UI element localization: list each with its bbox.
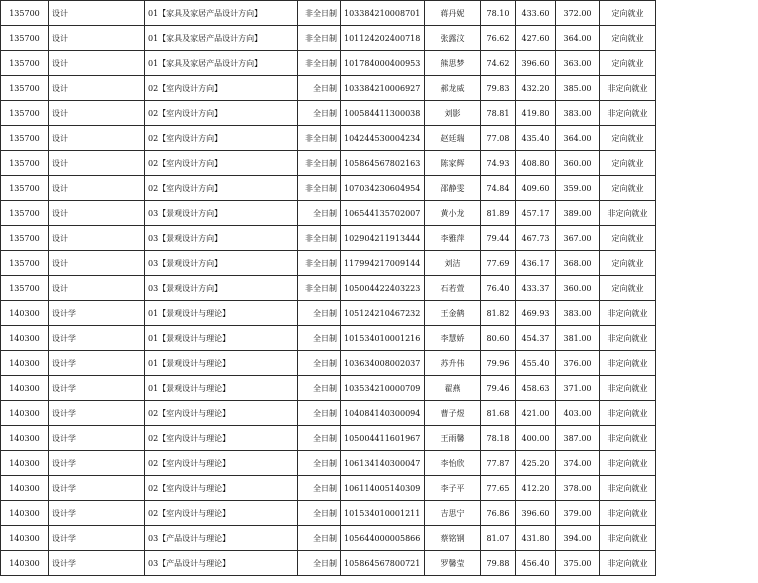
initial-score-cell: 387.00: [556, 426, 600, 451]
exam-id-cell: 103384210006927: [341, 76, 425, 101]
initial-score-cell: 360.00: [556, 151, 600, 176]
employment-type-cell: 定向就业: [600, 226, 656, 251]
study-mode-cell: 全日制: [298, 301, 341, 326]
name-cell: 李雅萍: [425, 226, 481, 251]
code-cell: 140300: [1, 326, 49, 351]
exam-id-cell: 105004422403223: [341, 276, 425, 301]
major-cell: 设计学: [49, 351, 145, 376]
name-cell: 翟燕: [425, 376, 481, 401]
exam-id-cell: 106544135702007: [341, 201, 425, 226]
name-cell: 罗馨莹: [425, 551, 481, 576]
employment-type-cell: 非定向就业: [600, 451, 656, 476]
empty-cell: [656, 426, 758, 451]
employment-type-cell: 定向就业: [600, 251, 656, 276]
direction-cell: 03【产品设计与理论】: [145, 526, 298, 551]
study-mode-cell: 全日制: [298, 426, 341, 451]
retest-score-cell: 77.65: [481, 476, 516, 501]
code-cell: 140300: [1, 526, 49, 551]
empty-cell: [656, 51, 758, 76]
empty-cell: [656, 401, 758, 426]
retest-score-cell: 76.62: [481, 26, 516, 51]
code-cell: 135700: [1, 126, 49, 151]
total-score-cell: 458.63: [516, 376, 556, 401]
table-row: [1, 401, 758, 426]
empty-cell: [656, 226, 758, 251]
study-mode-cell: 全日制: [298, 551, 341, 576]
initial-score-cell: 360.00: [556, 276, 600, 301]
major-cell: 设计: [49, 201, 145, 226]
empty-cell: [656, 451, 758, 476]
code-cell: 135700: [1, 26, 49, 51]
direction-cell: 02【室内设计与理论】: [145, 426, 298, 451]
initial-score-cell: 374.00: [556, 451, 600, 476]
retest-score-cell: 81.68: [481, 401, 516, 426]
code-cell: 140300: [1, 401, 49, 426]
total-score-cell: 433.37: [516, 276, 556, 301]
retest-score-cell: 77.69: [481, 251, 516, 276]
retest-score-cell: 81.82: [481, 301, 516, 326]
major-cell: 设计: [49, 1, 145, 26]
empty-cell: [656, 476, 758, 501]
empty-cell: [656, 26, 758, 51]
direction-cell: 02【室内设计与理论】: [145, 476, 298, 501]
total-score-cell: 409.60: [516, 176, 556, 201]
exam-id-cell: 105864567802163: [341, 151, 425, 176]
name-cell: 李子平: [425, 476, 481, 501]
total-score-cell: 454.37: [516, 326, 556, 351]
study-mode-cell: 全日制: [298, 501, 341, 526]
exam-id-cell: 104244530004234: [341, 126, 425, 151]
initial-score-cell: 394.00: [556, 526, 600, 551]
exam-id-cell: 117994217009144: [341, 251, 425, 276]
total-score-cell: 431.80: [516, 526, 556, 551]
retest-score-cell: 74.62: [481, 51, 516, 76]
employment-type-cell: 定向就业: [600, 51, 656, 76]
empty-cell: [656, 201, 758, 226]
employment-type-cell: 定向就业: [600, 126, 656, 151]
total-score-cell: 412.20: [516, 476, 556, 501]
study-mode-cell: 非全日制: [298, 51, 341, 76]
direction-cell: 02【室内设计方向】: [145, 76, 298, 101]
table-row: [1, 551, 758, 576]
employment-type-cell: 定向就业: [600, 176, 656, 201]
empty-cell: [656, 151, 758, 176]
direction-cell: 03【景观设计方向】: [145, 226, 298, 251]
retest-score-cell: 76.40: [481, 276, 516, 301]
study-mode-cell: 全日制: [298, 476, 341, 501]
major-cell: 设计学: [49, 451, 145, 476]
total-score-cell: 467.73: [516, 226, 556, 251]
direction-cell: 02【室内设计与理论】: [145, 401, 298, 426]
major-cell: 设计: [49, 101, 145, 126]
empty-cell: [656, 176, 758, 201]
name-cell: 陈家辉: [425, 151, 481, 176]
employment-type-cell: 定向就业: [600, 151, 656, 176]
exam-id-cell: 102904211913444: [341, 226, 425, 251]
direction-cell: 01【景观设计与理论】: [145, 376, 298, 401]
major-cell: 设计学: [49, 376, 145, 401]
employment-type-cell: 非定向就业: [600, 476, 656, 501]
code-cell: 135700: [1, 226, 49, 251]
initial-score-cell: 385.00: [556, 76, 600, 101]
study-mode-cell: 非全日制: [298, 126, 341, 151]
name-cell: 刘影: [425, 101, 481, 126]
direction-cell: 02【室内设计与理论】: [145, 501, 298, 526]
major-cell: 设计: [49, 51, 145, 76]
empty-cell: [656, 301, 758, 326]
table-row: [1, 276, 758, 301]
major-cell: 设计学: [49, 301, 145, 326]
retest-score-cell: 79.44: [481, 226, 516, 251]
empty-cell: [656, 101, 758, 126]
initial-score-cell: 372.00: [556, 1, 600, 26]
total-score-cell: 419.80: [516, 101, 556, 126]
employment-type-cell: 非定向就业: [600, 326, 656, 351]
total-score-cell: 396.60: [516, 51, 556, 76]
exam-id-cell: 100584411300038: [341, 101, 425, 126]
exam-id-cell: 105644000005866: [341, 526, 425, 551]
direction-cell: 03【产品设计与理论】: [145, 551, 298, 576]
name-cell: 苏升伟: [425, 351, 481, 376]
empty-cell: [656, 251, 758, 276]
table-row: [1, 126, 758, 151]
name-cell: 吉思宁: [425, 501, 481, 526]
retest-score-cell: 79.96: [481, 351, 516, 376]
empty-cell: [656, 276, 758, 301]
table-row: [1, 76, 758, 101]
employment-type-cell: 非定向就业: [600, 351, 656, 376]
table-row: [1, 151, 758, 176]
major-cell: 设计: [49, 151, 145, 176]
direction-cell: 02【室内设计与理论】: [145, 451, 298, 476]
table-row: [1, 301, 758, 326]
retest-score-cell: 77.87: [481, 451, 516, 476]
name-cell: 曹子煜: [425, 401, 481, 426]
initial-score-cell: 371.00: [556, 376, 600, 401]
exam-id-cell: 101534010001216: [341, 326, 425, 351]
study-mode-cell: 非全日制: [298, 251, 341, 276]
retest-score-cell: 77.08: [481, 126, 516, 151]
code-cell: 135700: [1, 1, 49, 26]
employment-type-cell: 非定向就业: [600, 526, 656, 551]
major-cell: 设计: [49, 251, 145, 276]
study-mode-cell: 全日制: [298, 201, 341, 226]
exam-id-cell: 105864567800721: [341, 551, 425, 576]
initial-score-cell: 383.00: [556, 301, 600, 326]
major-cell: 设计学: [49, 526, 145, 551]
major-cell: 设计: [49, 26, 145, 51]
code-cell: 135700: [1, 76, 49, 101]
study-mode-cell: 非全日制: [298, 276, 341, 301]
major-cell: 设计学: [49, 476, 145, 501]
table-row: [1, 376, 758, 401]
retest-score-cell: 81.07: [481, 526, 516, 551]
retest-score-cell: 79.88: [481, 551, 516, 576]
direction-cell: 03【景观设计方向】: [145, 251, 298, 276]
table-row: [1, 351, 758, 376]
table-row: [1, 201, 758, 226]
study-mode-cell: 非全日制: [298, 1, 341, 26]
initial-score-cell: 376.00: [556, 351, 600, 376]
direction-cell: 01【家具及家居产品设计方向】: [145, 26, 298, 51]
total-score-cell: 408.80: [516, 151, 556, 176]
exam-id-cell: 103384210008701: [341, 1, 425, 26]
study-mode-cell: 全日制: [298, 101, 341, 126]
name-cell: 李慧娇: [425, 326, 481, 351]
employment-type-cell: 定向就业: [600, 26, 656, 51]
direction-cell: 01【景观设计与理论】: [145, 326, 298, 351]
initial-score-cell: 375.00: [556, 551, 600, 576]
exam-id-cell: 103534210000709: [341, 376, 425, 401]
major-cell: 设计学: [49, 401, 145, 426]
table-row: [1, 476, 758, 501]
exam-id-cell: 101534010001211: [341, 501, 425, 526]
name-cell: 赵廷瑞: [425, 126, 481, 151]
table-row: [1, 176, 758, 201]
major-cell: 设计: [49, 176, 145, 201]
empty-cell: [656, 351, 758, 376]
major-cell: 设计学: [49, 501, 145, 526]
code-cell: 135700: [1, 176, 49, 201]
exam-id-cell: 104084140300094: [341, 401, 425, 426]
retest-score-cell: 81.89: [481, 201, 516, 226]
table-body: [1, 1, 758, 576]
retest-score-cell: 76.86: [481, 501, 516, 526]
initial-score-cell: 403.00: [556, 401, 600, 426]
retest-score-cell: 80.60: [481, 326, 516, 351]
direction-cell: 02【室内设计方向】: [145, 126, 298, 151]
empty-cell: [656, 551, 758, 576]
direction-cell: 02【室内设计方向】: [145, 101, 298, 126]
major-cell: 设计: [49, 76, 145, 101]
total-score-cell: 396.60: [516, 501, 556, 526]
exam-id-cell: 101784000400953: [341, 51, 425, 76]
direction-cell: 03【景观设计方向】: [145, 201, 298, 226]
major-cell: 设计学: [49, 426, 145, 451]
total-score-cell: 421.00: [516, 401, 556, 426]
total-score-cell: 427.60: [516, 26, 556, 51]
exam-id-cell: 105004411601967: [341, 426, 425, 451]
total-score-cell: 400.00: [516, 426, 556, 451]
name-cell: 黄小龙: [425, 201, 481, 226]
total-score-cell: 425.20: [516, 451, 556, 476]
retest-score-cell: 78.81: [481, 101, 516, 126]
retest-score-cell: 79.83: [481, 76, 516, 101]
employment-type-cell: 定向就业: [600, 276, 656, 301]
code-cell: 140300: [1, 351, 49, 376]
table-row: [1, 251, 758, 276]
study-mode-cell: 全日制: [298, 526, 341, 551]
employment-type-cell: 非定向就业: [600, 76, 656, 101]
initial-score-cell: 381.00: [556, 326, 600, 351]
code-cell: 135700: [1, 201, 49, 226]
major-cell: 设计: [49, 126, 145, 151]
exam-id-cell: 105124210467232: [341, 301, 425, 326]
retest-score-cell: 74.84: [481, 176, 516, 201]
employment-type-cell: 非定向就业: [600, 426, 656, 451]
name-cell: 蔡铭钢: [425, 526, 481, 551]
name-cell: 郝龙威: [425, 76, 481, 101]
code-cell: 135700: [1, 151, 49, 176]
retest-score-cell: 78.10: [481, 1, 516, 26]
name-cell: 熊思梦: [425, 51, 481, 76]
name-cell: 张露汶: [425, 26, 481, 51]
exam-id-cell: 103634008002037: [341, 351, 425, 376]
empty-cell: [656, 126, 758, 151]
name-cell: 石若萱: [425, 276, 481, 301]
code-cell: 135700: [1, 276, 49, 301]
direction-cell: 02【室内设计方向】: [145, 151, 298, 176]
employment-type-cell: 非定向就业: [600, 401, 656, 426]
table-row: [1, 451, 758, 476]
table-row: [1, 101, 758, 126]
total-score-cell: 455.40: [516, 351, 556, 376]
initial-score-cell: 378.00: [556, 476, 600, 501]
direction-cell: 02【室内设计方向】: [145, 176, 298, 201]
code-cell: 140300: [1, 426, 49, 451]
initial-score-cell: 367.00: [556, 226, 600, 251]
study-mode-cell: 非全日制: [298, 226, 341, 251]
direction-cell: 01【家具及家居产品设计方向】: [145, 51, 298, 76]
name-cell: 王金鹤: [425, 301, 481, 326]
table-row: [1, 1, 758, 26]
name-cell: 王雨馨: [425, 426, 481, 451]
total-score-cell: 432.20: [516, 76, 556, 101]
exam-id-cell: 106134140300047: [341, 451, 425, 476]
total-score-cell: 436.17: [516, 251, 556, 276]
initial-score-cell: 389.00: [556, 201, 600, 226]
table-row: [1, 326, 758, 351]
code-cell: 140300: [1, 451, 49, 476]
study-mode-cell: 全日制: [298, 376, 341, 401]
name-cell: 邵静雯: [425, 176, 481, 201]
initial-score-cell: 364.00: [556, 126, 600, 151]
major-cell: 设计: [49, 276, 145, 301]
employment-type-cell: 非定向就业: [600, 201, 656, 226]
total-score-cell: 435.40: [516, 126, 556, 151]
initial-score-cell: 363.00: [556, 51, 600, 76]
exam-id-cell: 106114005140309: [341, 476, 425, 501]
code-cell: 135700: [1, 251, 49, 276]
empty-cell: [656, 501, 758, 526]
employment-type-cell: 非定向就业: [600, 301, 656, 326]
employment-type-cell: 定向就业: [600, 1, 656, 26]
initial-score-cell: 359.00: [556, 176, 600, 201]
study-mode-cell: 全日制: [298, 76, 341, 101]
initial-score-cell: 368.00: [556, 251, 600, 276]
initial-score-cell: 364.00: [556, 26, 600, 51]
employment-type-cell: 非定向就业: [600, 551, 656, 576]
study-mode-cell: 全日制: [298, 451, 341, 476]
code-cell: 135700: [1, 51, 49, 76]
code-cell: 140300: [1, 501, 49, 526]
code-cell: 135700: [1, 101, 49, 126]
table-row: [1, 26, 758, 51]
empty-cell: [656, 326, 758, 351]
table-row: [1, 226, 758, 251]
code-cell: 140300: [1, 301, 49, 326]
study-mode-cell: 全日制: [298, 401, 341, 426]
study-mode-cell: 全日制: [298, 351, 341, 376]
direction-cell: 01【景观设计与理论】: [145, 351, 298, 376]
table-row: [1, 526, 758, 551]
major-cell: 设计学: [49, 551, 145, 576]
empty-cell: [656, 76, 758, 101]
empty-cell: [656, 526, 758, 551]
code-cell: 140300: [1, 376, 49, 401]
initial-score-cell: 379.00: [556, 501, 600, 526]
code-cell: 140300: [1, 551, 49, 576]
major-cell: 设计学: [49, 326, 145, 351]
name-cell: 李怡欣: [425, 451, 481, 476]
direction-cell: 01【景观设计与理论】: [145, 301, 298, 326]
direction-cell: 01【家具及家居产品设计方向】: [145, 1, 298, 26]
empty-cell: [656, 376, 758, 401]
employment-type-cell: 非定向就业: [600, 101, 656, 126]
direction-cell: 03【景观设计方向】: [145, 276, 298, 301]
retest-score-cell: 78.18: [481, 426, 516, 451]
study-mode-cell: 非全日制: [298, 176, 341, 201]
major-cell: 设计: [49, 226, 145, 251]
code-cell: 140300: [1, 476, 49, 501]
employment-type-cell: 非定向就业: [600, 501, 656, 526]
study-mode-cell: 非全日制: [298, 26, 341, 51]
study-mode-cell: 非全日制: [298, 151, 341, 176]
total-score-cell: 469.93: [516, 301, 556, 326]
table-row: [1, 426, 758, 451]
table-row: [1, 51, 758, 76]
exam-id-cell: 107034230604954: [341, 176, 425, 201]
employment-type-cell: 非定向就业: [600, 376, 656, 401]
empty-cell: [656, 1, 758, 26]
exam-id-cell: 101124202400718: [341, 26, 425, 51]
initial-score-cell: 383.00: [556, 101, 600, 126]
retest-score-cell: 79.46: [481, 376, 516, 401]
retest-score-cell: 74.93: [481, 151, 516, 176]
name-cell: 蒋丹妮: [425, 1, 481, 26]
total-score-cell: 433.60: [516, 1, 556, 26]
name-cell: 刘洁: [425, 251, 481, 276]
total-score-cell: 457.17: [516, 201, 556, 226]
total-score-cell: 456.40: [516, 551, 556, 576]
table-row: [1, 501, 758, 526]
study-mode-cell: 全日制: [298, 326, 341, 351]
